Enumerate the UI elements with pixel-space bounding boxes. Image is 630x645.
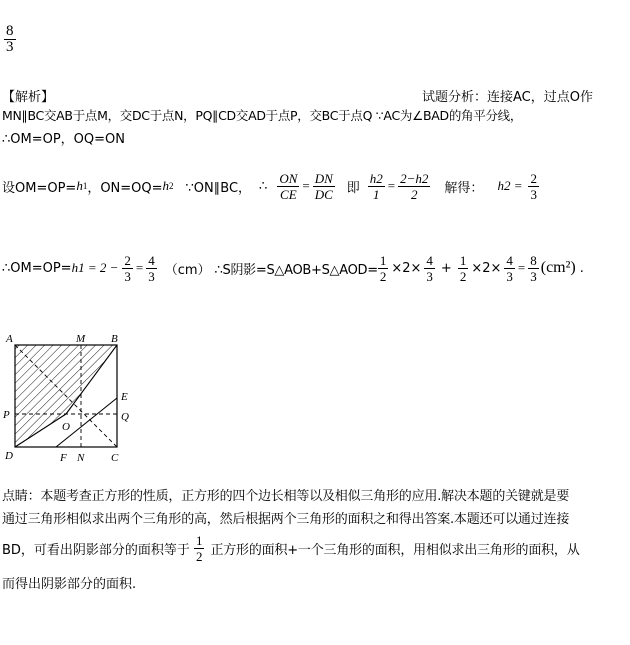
- half-den: 2: [195, 548, 203, 564]
- mul-2: ×2×: [471, 260, 502, 276]
- frac-e-num: 1: [459, 252, 467, 268]
- frac-b-num: 4: [148, 252, 155, 268]
- frac-c-num: 1: [379, 252, 387, 268]
- label-q: Q: [121, 411, 129, 423]
- frac-d-num: 4: [426, 252, 433, 268]
- geometry-figure: [0, 330, 150, 465]
- frac-two-minus-h2: 2−h2: [400, 170, 429, 186]
- therefore-symbol: ∴: [259, 178, 268, 194]
- equals-1: =: [302, 178, 310, 193]
- label-o: O: [62, 421, 70, 433]
- label-a: A: [6, 333, 13, 345]
- comment-line4: 而得出阴影部分的面积.: [2, 577, 137, 592]
- h2-symbol: h: [162, 178, 170, 193]
- unit-cm: （cm）: [164, 262, 211, 278]
- h1-sub: 1: [82, 181, 88, 191]
- label-m: M: [76, 333, 86, 345]
- frac-two: 2: [411, 186, 418, 202]
- frac-f-den: 3: [506, 268, 513, 284]
- set-text: 设OM=OP=: [2, 180, 77, 196]
- frac-ce: CE: [280, 186, 297, 202]
- frac-g-den: 3: [530, 268, 537, 284]
- answer-fraction: [4, 24, 16, 55]
- frac-f-num: 4: [506, 252, 513, 268]
- frac-one: 1: [373, 186, 380, 202]
- frac-result-den: 3: [530, 186, 537, 202]
- label-n: N: [77, 452, 85, 464]
- frac-g-num: 8: [530, 252, 537, 268]
- half-num: 1: [195, 532, 203, 548]
- frac-a-den: 3: [124, 268, 131, 284]
- label-p: P: [3, 409, 10, 421]
- area-unit: (cm²): [540, 259, 576, 276]
- h2-result: h2 =: [497, 178, 523, 193]
- frac-h2: h2: [369, 170, 383, 186]
- h2-sub: 2: [169, 181, 174, 191]
- solve-text: 解得：: [444, 180, 484, 196]
- answer-denominator: 3: [6, 39, 14, 55]
- mul-1: ×2×: [391, 260, 422, 276]
- label-b: B: [111, 333, 118, 345]
- label-d: D: [5, 450, 13, 462]
- comment-line2: 通过三角形相似求出两个三角形的高，然后根据两个三角形的面积之和得出答案.本题还可以通过连接: [2, 512, 570, 527]
- h1-expr: h1 = 2 −: [71, 260, 119, 275]
- frac-dn: DN: [314, 170, 333, 186]
- label-c: C: [111, 452, 119, 464]
- plus-sign: +: [440, 260, 452, 276]
- frac-a-num: 2: [124, 252, 131, 268]
- frac-e-den: 2: [459, 268, 467, 284]
- analysis-tag: 【解析】: [2, 90, 55, 105]
- answer-numerator: 8: [6, 23, 14, 39]
- analysis-line3: ∴OM=OP，OQ=ON: [2, 132, 125, 147]
- equals-2: =: [135, 260, 144, 275]
- label-e: E: [121, 391, 128, 403]
- parallel-text: ∵ON∥BC，: [185, 180, 252, 196]
- frac-on: ON: [279, 170, 298, 186]
- h1-symbol: h: [76, 178, 83, 193]
- frac-d-den: 3: [426, 268, 433, 284]
- om-op-text: ∴OM=OP=: [2, 260, 72, 276]
- frac-result-num: 2: [530, 170, 537, 186]
- analysis-intro: 试题分析：连接AC，过点O作: [422, 90, 593, 105]
- comment-line3: [2, 530, 580, 566]
- comment-line3-end: 正方形的面积+一个三角形的面积，用相似求出三角形的面积，从: [210, 542, 580, 558]
- analysis-line2: MN∥BC交AB于点M，交DC于点N，PQ∥CD交AD于点P，交BC于点Q ∵AC为∠BAD的角平分线，: [2, 108, 523, 123]
- comment-line3-start: BD，可看出阴影部分的面积等于: [2, 542, 190, 558]
- shadow-area-text: ∴S阴影=S△AOB+S△AOD=: [214, 262, 378, 278]
- label-f: F: [60, 452, 67, 464]
- frac-b-den: 3: [148, 268, 155, 284]
- end-period: .: [579, 260, 584, 276]
- frac-c-den: 2: [379, 268, 387, 284]
- analysis-line5: [2, 250, 584, 286]
- on-text: ，ON=OQ=: [87, 180, 163, 196]
- frac-dc: DC: [314, 186, 333, 202]
- analysis-line4: 设OM=OP= h 1 ，ON=OQ= h 2 ∵ON∥BC， ∴ $\frac{ON}{CE}$ = $\frac{DN}{DC}$ 即 $\frac{h2}{1}$ = $\frac{2-h2}{2}$ 解得： h2 = $\frac{2}{3}$: [2, 170, 537, 202]
- equals-3: =: [517, 260, 526, 275]
- comment-line1: 点睛：本题考查正方形的性质，正方形的四个边长相等以及相似三角形的应用.解决本题的关键就是要: [2, 489, 570, 504]
- ji-text: 即: [346, 180, 360, 196]
